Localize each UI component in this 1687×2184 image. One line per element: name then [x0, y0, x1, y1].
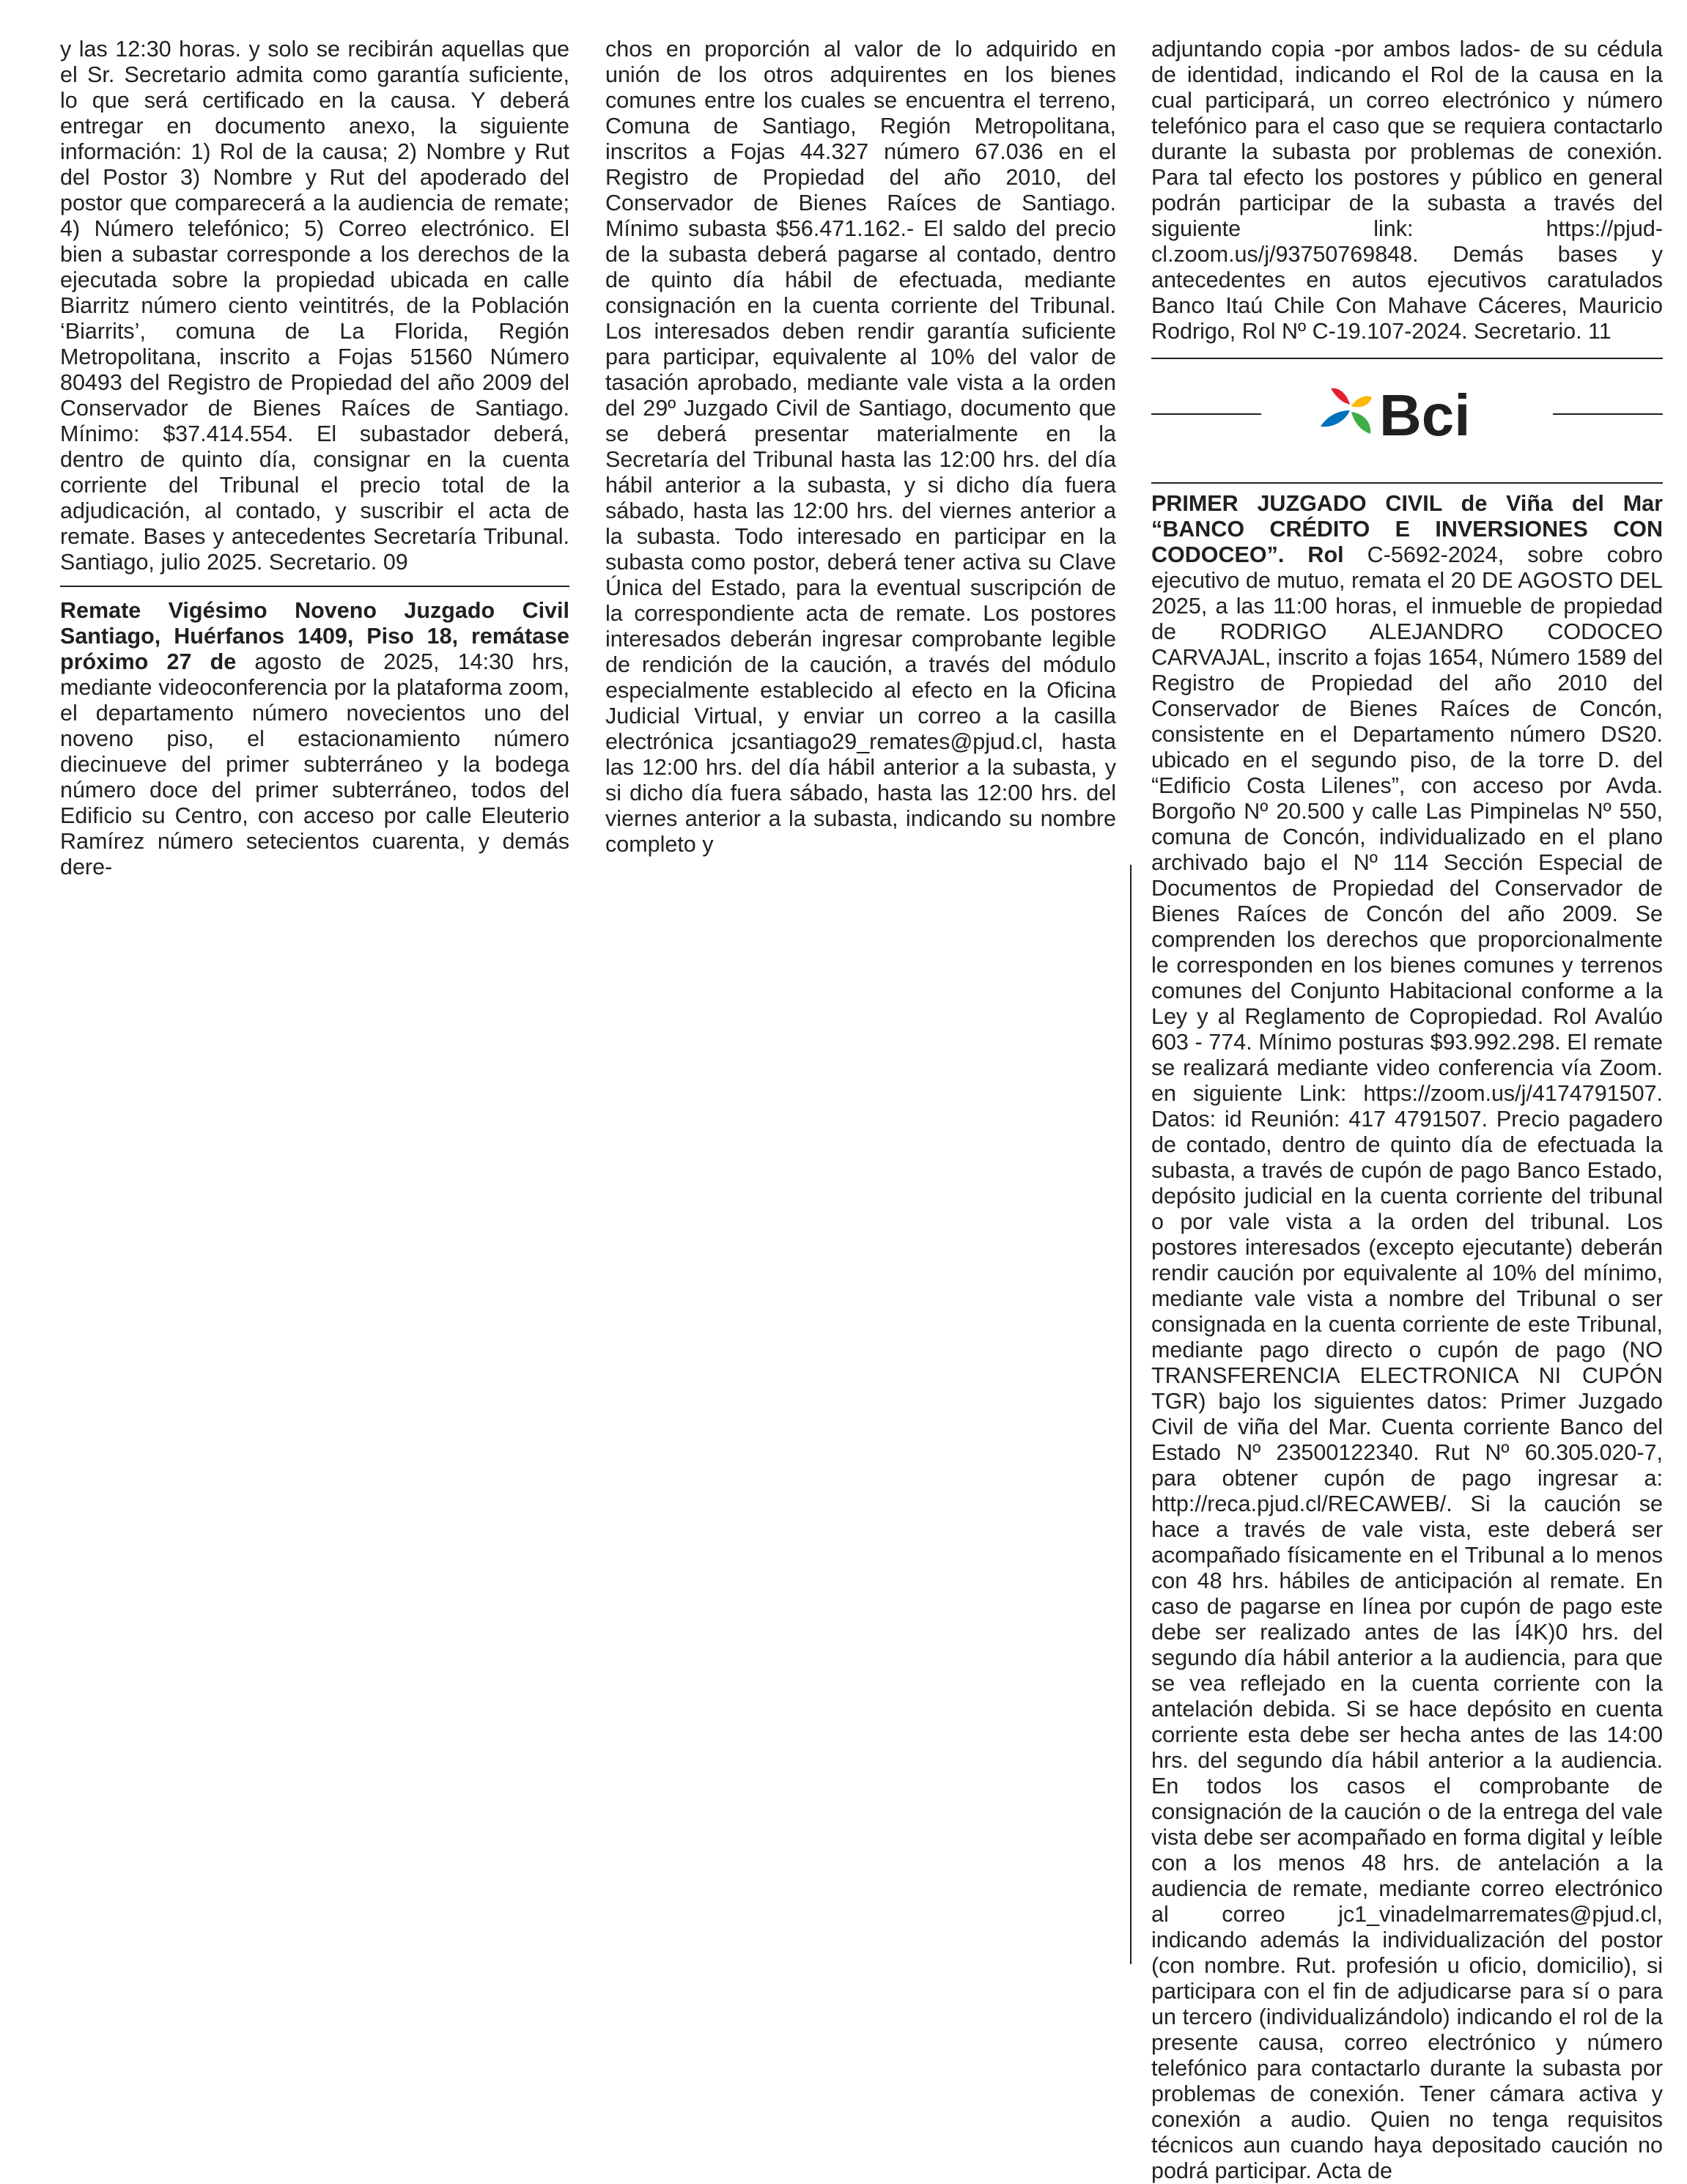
notice-1-text: y las 12:30 horas. y solo se recibirán aquellas que el Sr. Secretario admita como garantía suficiente, lo que será certificado en la causa. Y deberá entregar en documento anexo, la siguiente información: 1) Rol de la causa; 2) Nombre y Rut del Postor 3) Nombre y Rut del apoderado del postor que comparecerá a la audiencia de remate; 4) Número telefónico; 5) Correo electrónico. El bien a subastar corresponde a los derechos de la ejecutada sobre la propiedad ubicada en calle Biarritz número ciento veintitrés, de la Población ‘Biarrits’, comuna de La Florida, Región Metropolitana, inscrito a Fojas 51560 Número 80493 del Registro de Propiedad del año 2009 del Conservador de Bienes Raíces de Santiago. Mínimo: $37.414.554. El subastador deberá, dentro de quinto día, consignar en la cuenta corriente del Tribunal el precio total de la adjudicación, al contado, y suscribir el acta de remate. Bases y antecedentes Secretaría Tribunal. Santiago, julio 2025. Secretario. 09: [60, 37, 569, 575]
notice-2-text: agosto de 2025, 14:30 hrs, mediante videoconferencia por la plataforma zoom, el departamento número novecientos uno del noveno piso, el estacionamiento número diecinueve del primer subterráneo y la bodega número doce del primer subterráneo, todos del Edificio su Centro, con acceso por calle Eleuterio Ramírez número setecientos cuarenta, y demás dere-: [60, 649, 569, 879]
notice-3-text: C-5692-2024, sobre cobro ejecutivo de mutuo, remata el 20 DE AGOSTO DEL 2025, a las 11:00 horas, el inmueble de propiedad de RODRIGO ALEJANDRO CODOCEO CARVAJAL, inscrito a fojas 1654, Número 1589 del Registro de Propiedad del año 2010 del Conservador de Bienes Raíces de Concón, consistente en el Departamento número DS20. ubicado en el segundo piso, de la torre D. del “Edificio Costa Lilenes”, con acceso por Avda. Borgoño Nº 20.500 y calle Las Pimpinelas Nº 550, comuna de Concón, individualizado en el plano archivado bajo el Nº 114 Sección Especial de Documentos de Propiedad del Conservador de Bienes Raíces de Concón del año 2009. Se comprenden los derechos que proporcionalmente le corresponden en los bienes comunes y terrenos comunes del Conjunto Habitacional conforme a la Ley y al Reglamento de Copropiedad. Rol Avalúo 603 - 774. Mínimo posturas $93.992.298. El remate se realizará mediante video conferencia vía Zoom. en siguiente Link: https://zoom.us/j/4174791507. Datos: id Reunión: 417 4791507. Precio pagadero de contado, dentro de quinto día de efectuada la subasta, a través de cupón de pago Banco Estado, depósito judicial en la cuenta corriente del tribunal o por vale vista a la orden del tribunal. Los postores interesados (excepto ejecutante) deberán rendir caución por equivalente al 10% del mínimo, mediante vale vista a nombre del Tribunal o ser consignada en la cuenta corriente de este Tribunal, mediante pago directo o cupón de pago (NO TRANSFERENCIA ELECTRONICA NI CUPÓN TGR) bajo los siguientes datos: Primer Juzgado Civil de viña del Mar. Cuenta corriente Banco del Estado Nº 23500122340. Rut Nº 60.305.020-7, para obtener cupón de pago ingresar a: http://reca.pjud.cl/RECAWEB/. Si la caución se hace a través de vale vista, este deberá ser acompañado físicamente en el Tribunal a lo menos con 48 hrs. hábiles de anticipación al remate. En caso de pagarse en línea por cupón de pago este debe ser realizado antes de las Í4K)0 hrs. del segundo día hábil anterior a la audiencia, para que se vea reflejado en la cuenta corriente con la antelación debida. Si se hace depósito en cuenta corriente esta debe ser hecha antes de las 14:00 hrs. del segundo día hábil anterior a la audiencia. En todos los casos el comprobante de consignación de la caución o de la entrega del vale vista debe ser acompañado en forma digital y leíble con a los menos 48 hrs. de antelación a la audiencia de remate, mediante correo electrónico al correo jc1_vinadelmarremates@pjud.cl, indicando además la individualización del postor (con nombre. Rut. profesión u oficio, domicilio), si participara con el fin de adjudicarse para sí o para un tercero (individualizándolo) indicando el rol de la presente causa, correo electrónico y número telefónico para contactarlo durante la subasta por problemas de conexión. Tener cámara activa y conexión a audio. Quien no tenga requisitos técnicos aun cuando haya depositado caución no podrá participar. Acta de: [1151, 542, 1663, 2183]
column-2: [605, 37, 1116, 857]
logo-right-rule: [1553, 413, 1663, 415]
notice-3: [1151, 491, 1663, 2184]
notice-divider: [1151, 482, 1663, 484]
notice-2-heading: Remate Vigésimo Noveno Juzgado Civil Santiago, Huérfanos 1409, Piso 18, remátase próximo 27 de: [60, 598, 569, 674]
notice-2-end-text: adjuntando copia -por ambos lados- de su cédula de identidad, indicando el Rol de la causa en la cual participará, un correo electrónico y número telefónico para el caso que se requiera contactarlo durante la subasta por problemas de conexión. Para tal efecto los postores y público en general podrán participar de la subasta a través del siguiente link: https://pjud-cl.zoom.us/j/93750769848. Demás bases y antecedentes en autos ejecutivos caratulados Banco Itaú Chile Con Mahave Cáceres, Mauricio Rodrigo, Rol Nº C-19.107-2024. Secretario. 11: [1151, 37, 1663, 344]
bci-logo-row: [1151, 359, 1663, 469]
notice-3-heading: PRIMER JUZGADO CIVIL de Viña del Mar “BANCO CRÉDITO E INVERSIONES CON CODOCEO”. Rol: [1151, 491, 1663, 567]
column-1: [60, 37, 569, 880]
column-vertical-rule: [1130, 865, 1132, 1964]
notice-divider: [60, 586, 569, 587]
bci-logo: [1318, 381, 1501, 447]
column-3: [1151, 37, 1663, 2184]
notice-2: [60, 598, 569, 880]
bci-logo-icon: [1318, 381, 1501, 447]
bci-logo-wordmark: Bci: [1379, 383, 1471, 447]
logo-left-rule: [1151, 413, 1261, 415]
notice-2-continued-text: chos en proporción al valor de lo adquirido en unión de los otros adquirentes en los bienes comunes entre los cuales se encuentra el terreno, Comuna de Santiago, Región Metropolitana, inscritos a Fojas 44.327 número 67.036 en el Registro de Propiedad del año 2010, del Conservador de Bienes Raíces de Santiago. Mínimo subasta $56.471.162.- El saldo del precio de la subasta deberá pagarse al contado, dentro de quinto día hábil de efectuada, mediante consignación en la cuenta corriente del Tribunal. Los interesados deben rendir garantía suficiente para participar, equivalente al 10% del valor de tasación aprobado, mediante vale vista a la orden del 29º Juzgado Civil de Santiago, documento que se deberá presentar materialmente en la Secretaría del Tribunal hasta las 12:00 hrs. del día hábil anterior a la subasta, y si dicho día fuera sábado, hasta las 12:00 hrs. del viernes anterior a la subasta. Todo interesado en participar en la subasta como postor, deberá tener activa su Clave Única del Estado, para la eventual suscripción de la correspondiente acta de remate. Los postores interesados deberán ingresar comprobante legible de rendición de la caución, a través del módulo especialmente establecido al efecto en la Oficina Judicial Virtual, y enviar un correo a la casilla electrónica jcsantiago29_remates@pjud.cl, hasta las 12:00 hrs. del día hábil anterior a la subasta, y si dicho día fuera sábado, hasta las 12:00 hrs. del viernes anterior a la subasta, indicando su nombre completo y: [605, 37, 1116, 857]
